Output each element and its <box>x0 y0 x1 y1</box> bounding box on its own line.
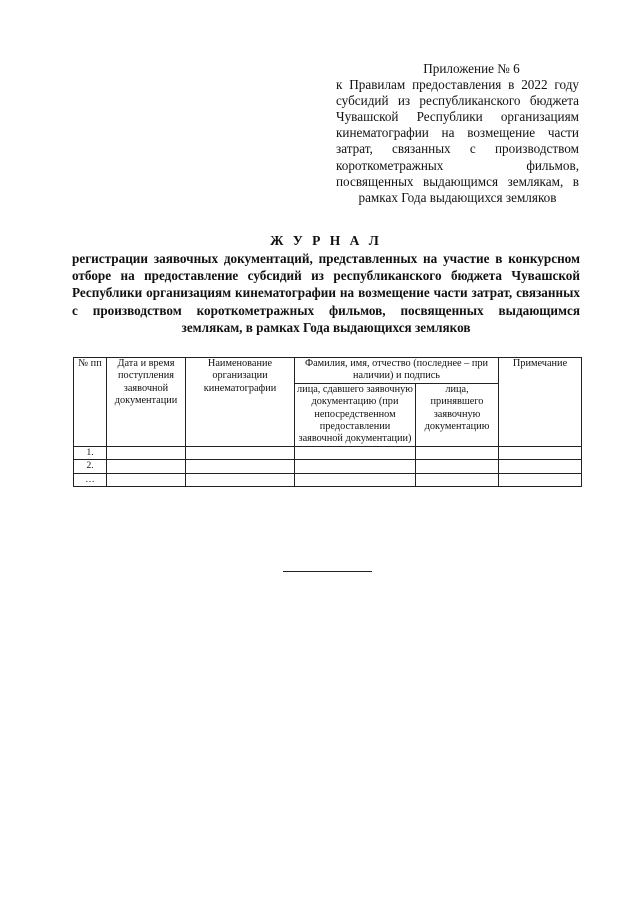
header-num: № пп <box>74 358 107 447</box>
header-submitted: лица, сдавшего заявочную документацию (при непосредственном предоставлении заявочной документации) <box>295 383 416 446</box>
row-number: 2. <box>74 460 107 473</box>
table-row <box>74 446 582 459</box>
table-cell <box>186 460 295 473</box>
table-cell <box>499 460 582 473</box>
table-cell <box>499 473 582 486</box>
table-cell <box>186 473 295 486</box>
row-number: … <box>74 473 107 486</box>
table-cell <box>499 446 582 459</box>
row-number: 1. <box>74 446 107 459</box>
annex-number: Приложение № 6 <box>423 61 520 76</box>
table-cell <box>186 446 295 459</box>
journal-title: Ж У Р Н А Л <box>270 233 382 248</box>
journal-heading <box>72 233 580 336</box>
header-note: Примечание <box>499 358 582 447</box>
header-received: лица, принявшего заявочную документацию <box>416 383 499 446</box>
annex-block <box>336 61 579 206</box>
table-cell <box>107 473 186 486</box>
header-org: Наименование организации кинематографии <box>186 358 295 447</box>
table-cell <box>295 460 416 473</box>
table-cell <box>416 473 499 486</box>
closing-divider-line <box>283 571 372 572</box>
table-row <box>74 473 582 486</box>
table-cell <box>416 460 499 473</box>
header-date: Дата и время поступления заявочной документации <box>107 358 186 447</box>
table-cell <box>295 473 416 486</box>
table-cell <box>107 446 186 459</box>
annex-text: к Правилам предоставления в 2022 году субсидий из республиканского бюджета Чувашской Республики организациям кинематографии на возмещение части затрат, связанных с производством короткометражных фильмов, посвященных выдающимся землякам, в рамках Года выдающихся земляков <box>336 77 579 205</box>
table-row <box>74 460 582 473</box>
table-cell <box>295 446 416 459</box>
table-cell <box>416 446 499 459</box>
header-fio: Фамилия, имя, отчество (последнее – при наличии) и подпись <box>295 358 499 384</box>
registration-table <box>73 357 582 487</box>
journal-subtitle: регистрации заявочных документаций, представленных на участие в конкурсном отборе на предоставление субсидий из республиканского бюджета Чувашской Республики организациям кинематографии на возмещение части затрат, связанных с производством короткометражных фильмов, посвященных выдающимся землякам, в рамках Года выдающихся земляков <box>72 251 580 335</box>
table-cell <box>107 460 186 473</box>
